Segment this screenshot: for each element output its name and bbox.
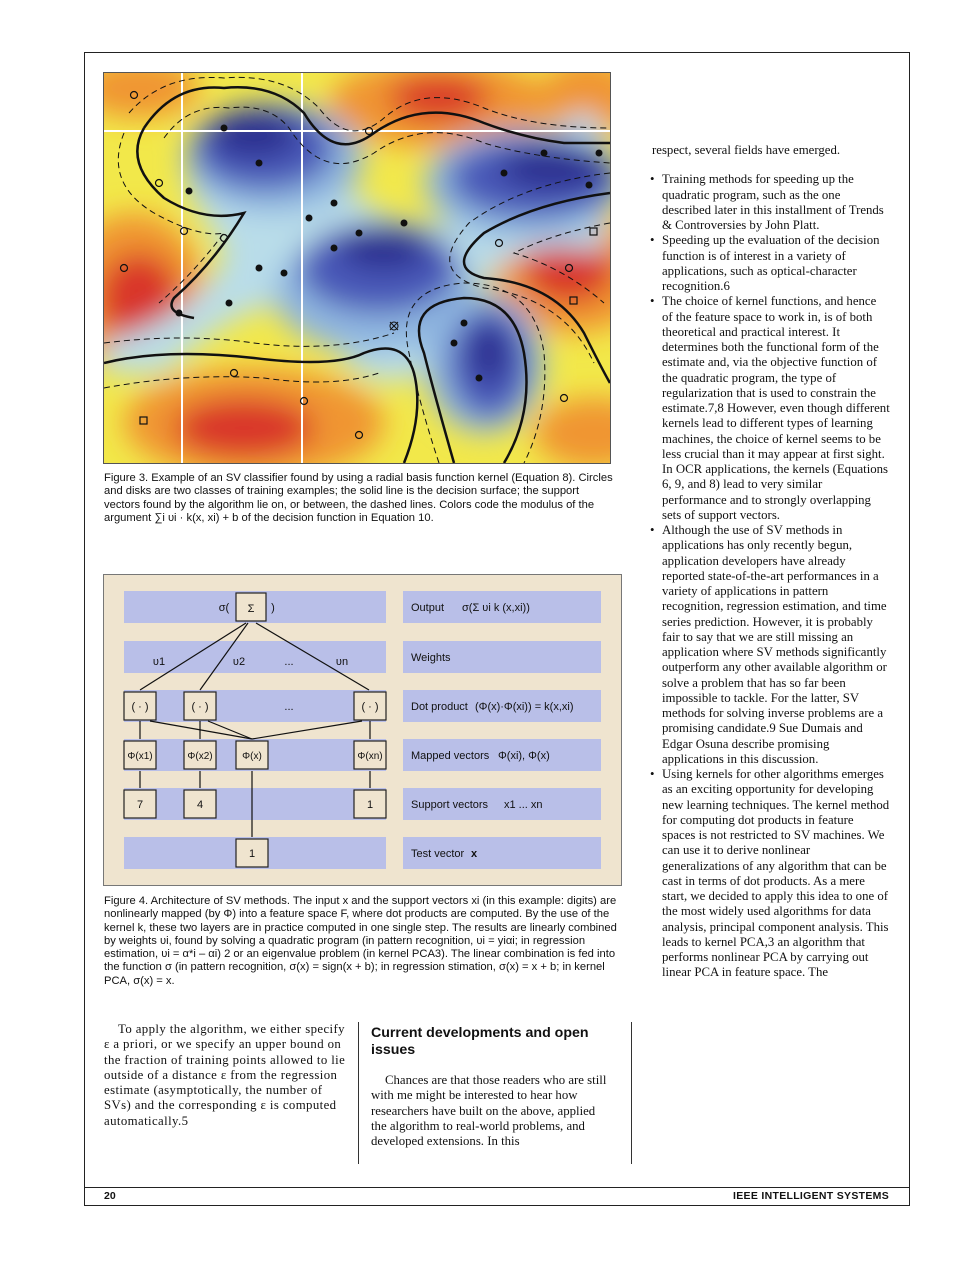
weight-dots: ... (284, 656, 294, 668)
page-number: 20 (104, 1190, 116, 1202)
row-label-weights: Weights (411, 652, 451, 664)
figure-4-caption: Figure 4. Architecture of SV methods. The input x and the support vectors xi (in this example: digits) are nonlinearly mapped (by Φ) into a feature space F, where dot products are computed. By the use of the kernel k, these two layers are in practice computed in one single step. The results are linearly combined by weights υi, found by solving a quadratic program (in pattern recognition, υi = yiαi; in regression estimation, υi = α*i – αi) 2 or an eigenvalue problem (in kernel PCA3). The linear combination is fed into the function σ (in pattern recognition, σ(x) = sign(x + b); in regression stimation, σ(x) = x + b; in kernel PCA, σ(x) = x. (104, 895, 617, 987)
sigma-close: ) (271, 602, 275, 614)
figure-3-caption: Figure 3. Example of an SV classifier found by using a radial basis function kernel (Equation 8). Circles and disks are two classes of training examples; the solid line is the decision surface; the support vectors found by the algorithm lie on, or between, the dashed lines. Colors code the modulus of the argument ∑i υi · k(x, xi) + b of the decision function in Equation 10. (104, 472, 613, 524)
list-item: • Although the use of SV methods in applications has only recently begun, application developers have already reported state-of-the-art performances in a variety of applications in pattern recognition, regression estimation, and time series prediction. However, it is probably fair to say that we are still missing an application where SV methods significantly outperform any other available algorithm or solve a problem that has so far been impossible to tackle. For the latter, SV methods for solving inverse problems are a promising candidate.9 Sue Dumais and Edgar Osuna describe promising applications in this discussion. (652, 523, 890, 767)
dot-box-2: ( · ) (191, 701, 209, 713)
mapped-x: Φ(x) (242, 751, 262, 762)
row-formula-output: σ(Σ υi k (x,xi)) (462, 602, 530, 614)
journal-name: IEEE INTELLIGENT SYSTEMS (733, 1190, 889, 1202)
weight-n: υn (335, 656, 349, 668)
dot-box-1: ( · ) (131, 701, 149, 713)
left-column (104, 1022, 346, 1129)
contour-plot-svg (104, 73, 610, 463)
weight-2: υ2 (232, 656, 246, 668)
row-label-output: Output (411, 602, 445, 614)
mapped-x1: Φ(x1) (127, 751, 153, 762)
digit-1: 7 (136, 799, 144, 811)
section-heading: Current developments and open issues (371, 1025, 589, 1058)
digit-n: 1 (366, 799, 374, 811)
list-item: • The choice of kernel functions, and hence of the feature space to work in, is of both theoretical and practical interest. It determines both the functional form of the estimate and, via the objective function of the quadratic program, the type of regularization that is used to constrain the estimate.7,8 However, even though different kernels lead to different types of learning machines, the choice of kernel seems to be less crucial than it may appear at first sight. In OCR applications, the kernels (Equations 6, 9, and 8) lead to very similar performance and to strongly overlapping sets of support vectors. (652, 294, 890, 523)
mapped-xn: Φ(xn) (357, 751, 383, 762)
sigma-sum: Σ (247, 603, 255, 615)
row-label-dot: Dot product (411, 701, 468, 713)
architecture-svg (104, 575, 621, 885)
column-rule-right (631, 1022, 632, 1164)
list-item: • Training methods for speeding up the quadratic program, such as the one described later in this installment of Trends & Controversies by John Platt. (652, 172, 890, 233)
row-formula-support: x1 ... xn (504, 799, 543, 811)
digit-2: 4 (196, 799, 204, 811)
developments-list (652, 172, 890, 980)
left-paragraph: To apply the algorithm, we either specify ε a priori, or we specify an upper bound on the fraction of training points allowed to lie outside of a distance ε from the regression estimate (asymptotically, the number of SVs) and the corresponding ε is computed automatically.5 (104, 1022, 346, 1128)
dot-ellipsis: ... (284, 701, 294, 713)
row-formula-mapped: Φ(xi), Φ(x) (498, 750, 550, 762)
column-rule-left (358, 1022, 359, 1164)
figure-4-architecture (103, 574, 622, 886)
row-formula-test: x (471, 848, 478, 860)
row-label-test: Test vector (411, 848, 465, 860)
row-label-support: Support vectors (411, 799, 489, 811)
weight-1: υ1 (152, 656, 166, 668)
row-label-mapped: Mapped vectors (411, 750, 490, 762)
sigma-open: σ( (218, 602, 230, 614)
figure-3-contour-plot (103, 72, 611, 464)
test-digit: 1 (248, 848, 256, 860)
list-item: • Speeding up the evaluation of the decision function is of interest in a variety of applications, such as optical-character recognition.6 (652, 233, 890, 294)
right-column (652, 143, 890, 981)
right-intro: respect, several fields have emerged. (652, 143, 841, 157)
middle-column (371, 1025, 607, 1149)
row-formula-dot: (Φ(x)·Φ(xi)) = k(x,xi) (475, 701, 574, 713)
mapped-x2: Φ(x2) (187, 751, 213, 762)
footer-rule (84, 1187, 910, 1188)
dot-box-n: ( · ) (361, 701, 379, 713)
list-item: • Using kernels for other algorithms emerges as an exciting opportunity for developing new learning techniques. The kernel method for computing dot products in feature spaces is not restricted to SV machines. We can use it to derive nonlinear generalizations of any algorithm that can be cast in terms of dot products. As a mere start, we decided to apply this idea to one of the most widely used algorithms for data analysis, principal component analysis. This leads to kernel PCA,3 an algorithm that performs nonlinear PCA by carrying out linear PCA in feature space. The (652, 767, 890, 981)
middle-paragraph: Chances are that those readers who are still with me might be interested to hear how researchers have built on the above, applied the algorithm to real-world problems, and developed extensions. In this (371, 1073, 607, 1149)
